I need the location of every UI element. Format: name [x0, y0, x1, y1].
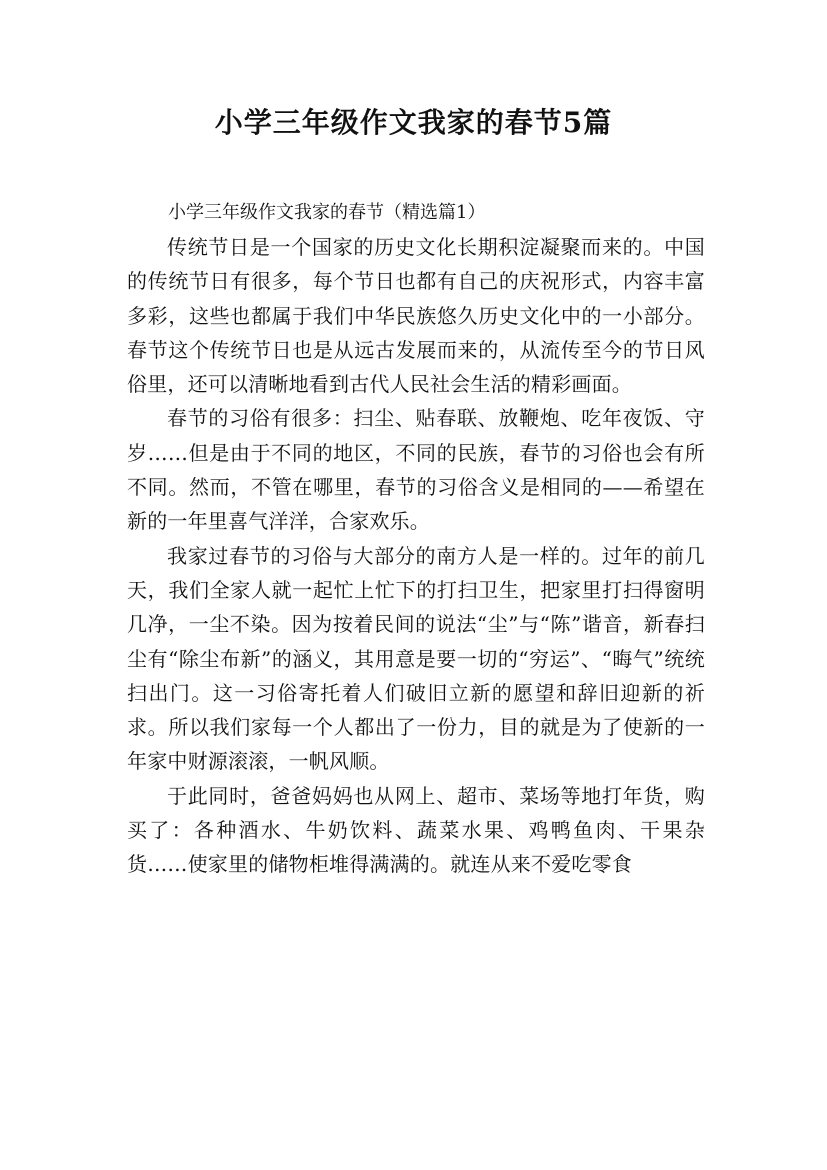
document-title: 小学三年级作文我家的春节5篇 — [214, 106, 613, 139]
document-body — [127, 196, 705, 882]
section-heading: 小学三年级作文我家的春节（精选篇1） — [168, 202, 486, 223]
paragraph-2: 春节的习俗有很多：扫尘、贴春联、放鞭炮、吃年夜饭、守岁……但是由于不同的地区，不同的民族，春节的习俗也会有所不同。然而，不管在哪里，春节的习俗含义是相同的——希望在新的一年里喜气洋洋，合家欢乐。 — [127, 406, 705, 534]
paragraph-1: 传统节日是一个国家的历史文化长期积淀凝聚而来的。中国的传统节日有很多，每个节日也都有自己的庆祝形式，内容丰富多彩，这些也都属于我们中华民族悠久历史文化中的一小部分。春节这个传统节日也是从远古发展而来的，从流传至今的节日风俗里，还可以清晰地看到古代人民社会生活的精彩画面。 — [127, 235, 705, 397]
paragraph-3: 我家过春节的习俗与大部分的南方人是一样的。过年的前几天，我们全家人就一起忙上忙下的打扫卫生，把家里打扫得窗明几净，一尘不染。因为按着民间的说法“尘”与“陈”谐音，新春扫尘有“除尘布新”的涵义，其用意是要一切的“穷运”、“晦气”统统扫出门。这一习俗寄托着人们破旧立新的愿望和辞旧迎新的祈求。所以我们家每一个人都出了一份力，目的就是为了使新的一年家中财源滚滚，一帆风顺。 — [127, 543, 705, 774]
paragraph-4: 于此同时，爸爸妈妈也从网上、超市、菜场等地打年货，购买了：各种酒水、牛奶饮料、蔬菜水果、鸡鸭鱼肉、干果杂货……使家里的储物柜堆得满满的。就连从来不爱吃零食 — [127, 783, 705, 877]
